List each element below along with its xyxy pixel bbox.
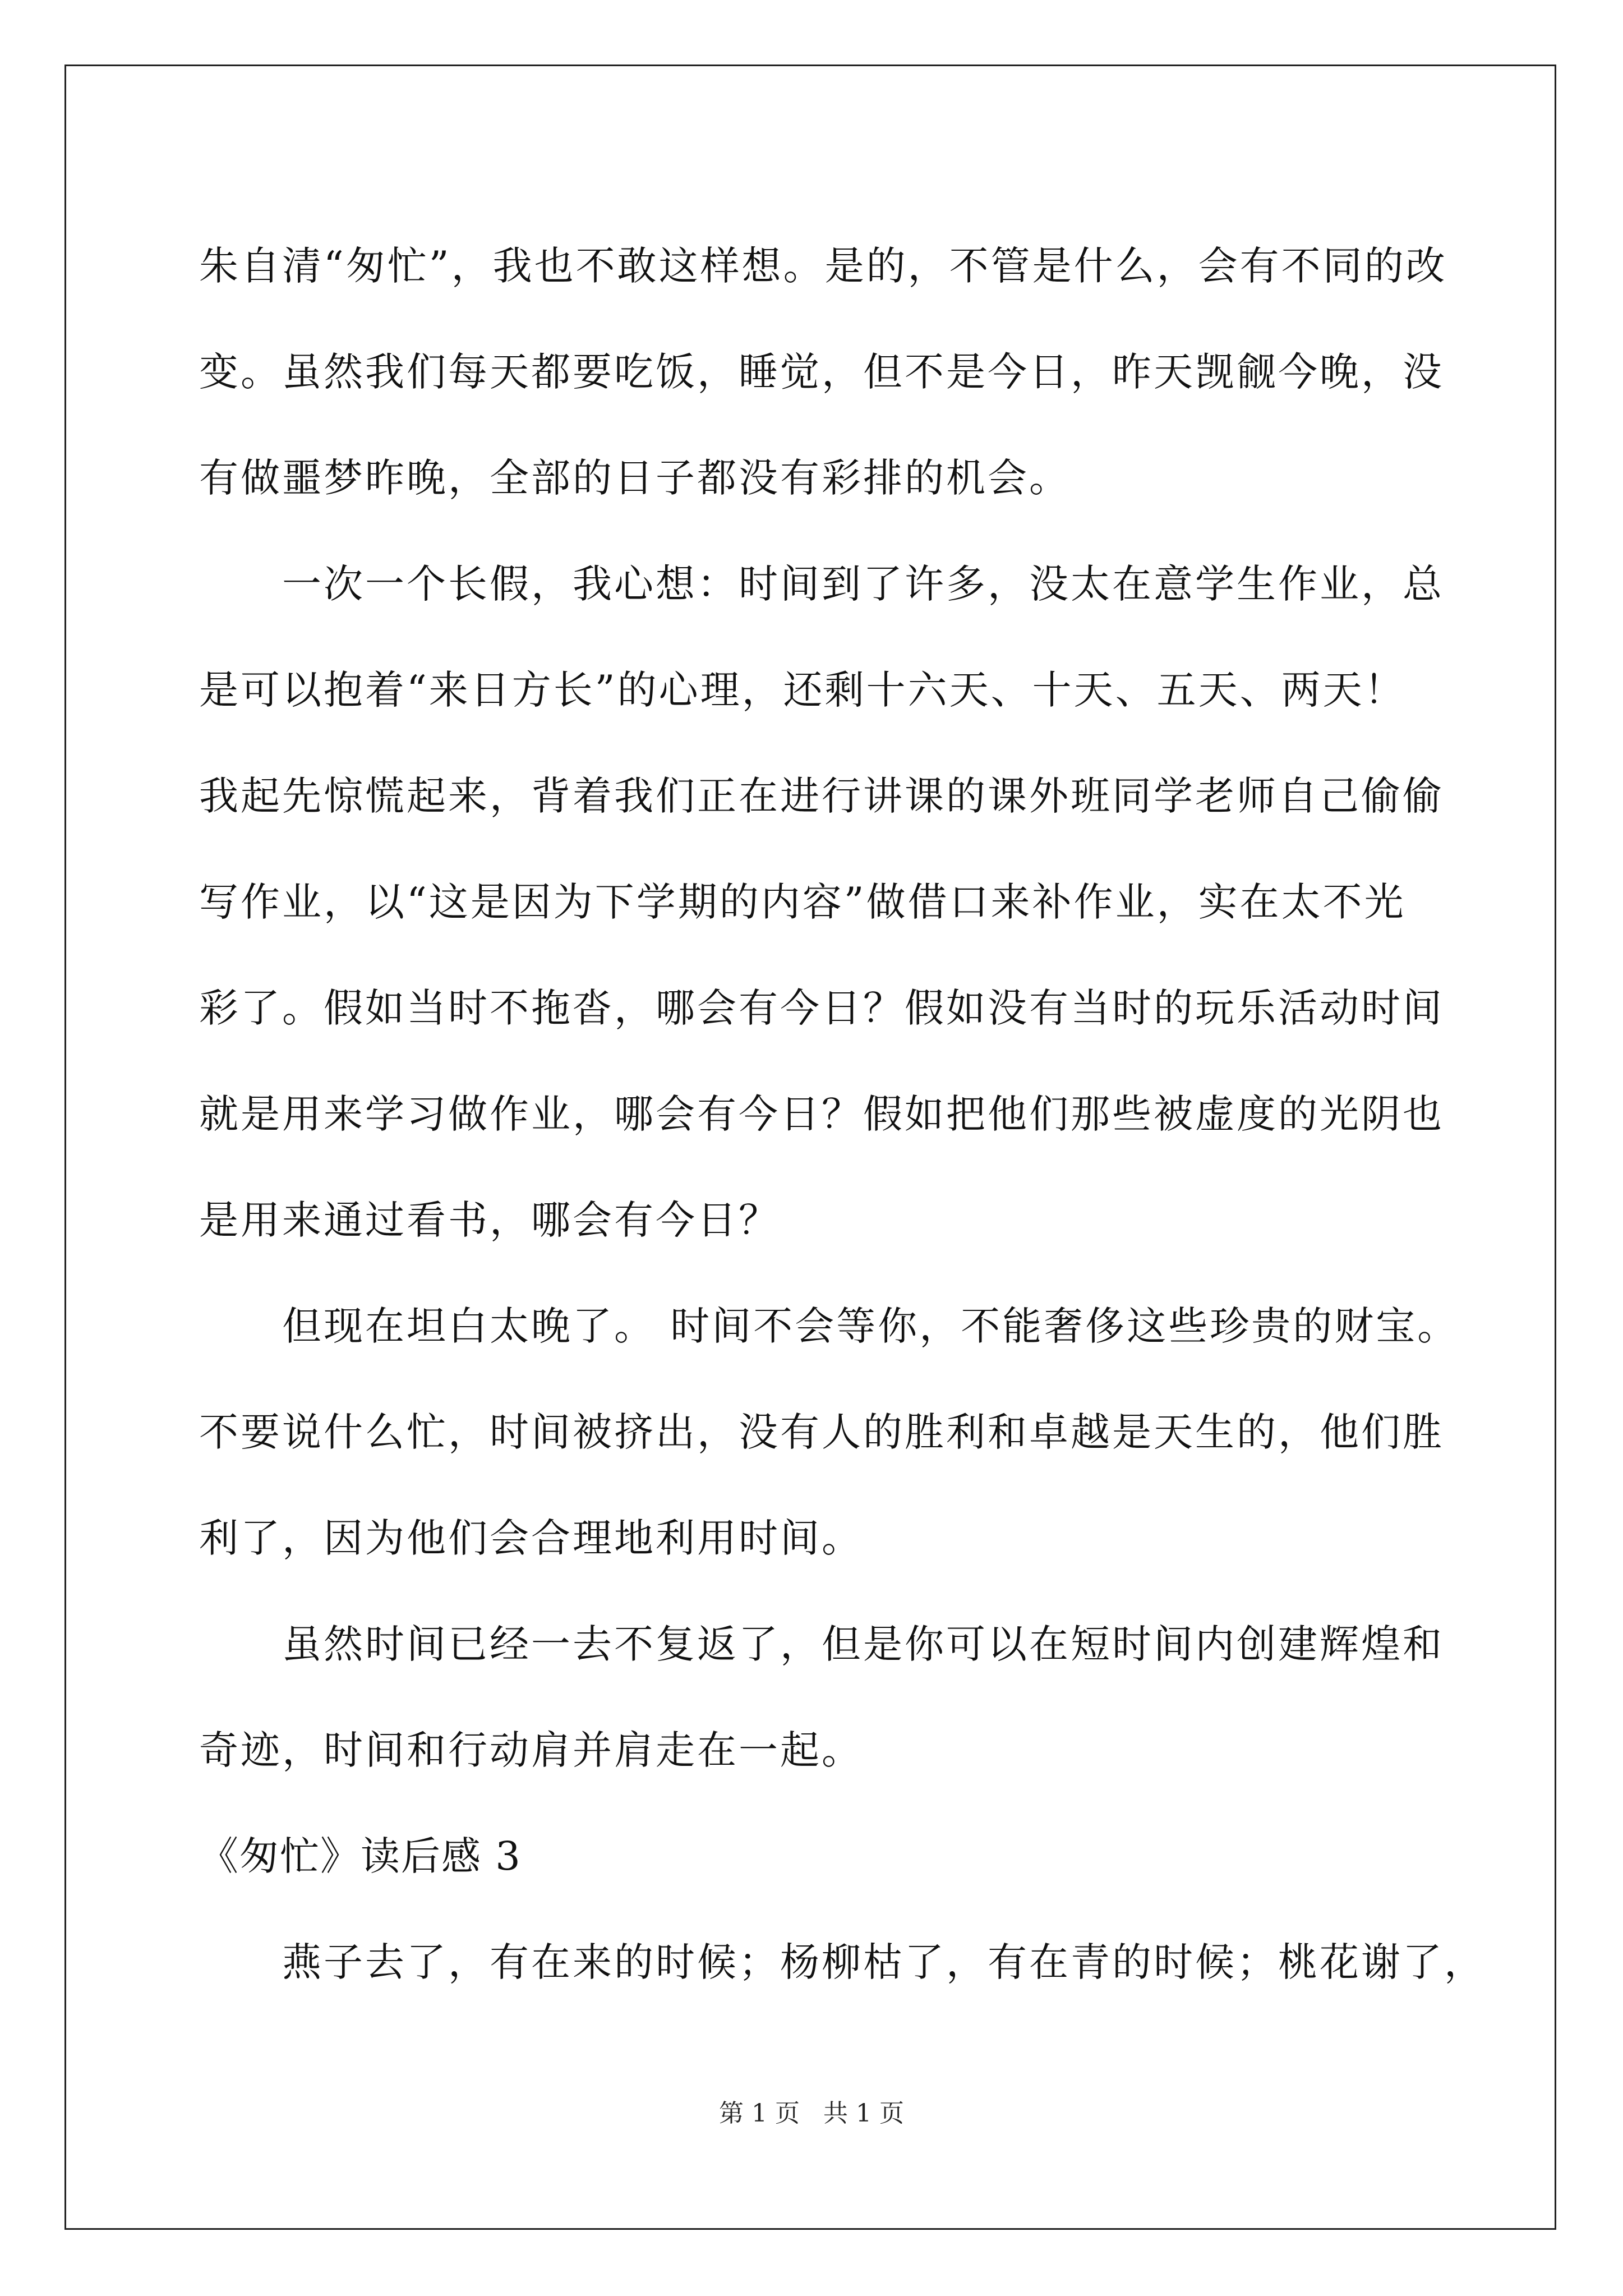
page-number-label: 第 1 页 共 1 页 [719, 2099, 904, 2128]
text-line: 有做噩梦昨晚，全部的日子都没有彩排的机会。 [199, 455, 1071, 501]
document-body [199, 213, 1486, 2016]
text-line: 是用来通过看书，哪会有今日？ [199, 1197, 780, 1243]
paragraph-start-line: 虽然时间已经一去不复返了，但是你可以在短时间内创建辉煌和 [282, 1621, 1444, 1667]
text-line: 是可以抱着“来日方长”的心理，还剩十六天、十天、五天、两天！ [199, 667, 1406, 713]
text-line: 写作业，以“这是因为下学期的内容”做借口来补作业，实在太不光 [199, 879, 1406, 925]
text-line: 我起先惊慌起来，背着我们正在进行讲课的课外班同学老师自己偷偷 [199, 773, 1444, 819]
text-line: 就是用来学习做作业，哪会有今日？假如把他们那些被虚度的光阴也 [199, 1091, 1444, 1137]
text-line: 变。虽然我们每天都要吃饭，睡觉，但不是今日，昨天觊觎今晚，没 [199, 349, 1444, 395]
text-line: 利了，因为他们会合理地利用时间。 [199, 1515, 863, 1561]
paragraph-start-line: 但现在坦白太晚了。 时间不会等你，不能奢侈这些珍贵的财宝。 [282, 1303, 1459, 1349]
paragraph-start-line: 燕子去了，有在来的时候；杨柳枯了，有在青的时候；桃花谢了， [282, 1939, 1486, 1985]
text-line: 朱自清“匆忙”，我也不敢这样想。是的，不管是什么，会有不同的改 [199, 243, 1447, 289]
section-heading: 《匆忙》读后感 3 [199, 1833, 522, 1879]
paragraph-start-line: 一次一个长假，我心想：时间到了许多，没太在意学生作业，总 [282, 561, 1444, 607]
page-footer [0, 2097, 1623, 2131]
text-line: 不要说什么忙，时间被挤出，没有人的胜利和卓越是天生的，他们胜 [199, 1409, 1444, 1455]
text-line: 彩了。假如当时不拖沓，哪会有今日？假如没有当时的玩乐活动时间 [199, 985, 1444, 1031]
text-line: 奇迹，时间和行动肩并肩走在一起。 [199, 1727, 863, 1773]
